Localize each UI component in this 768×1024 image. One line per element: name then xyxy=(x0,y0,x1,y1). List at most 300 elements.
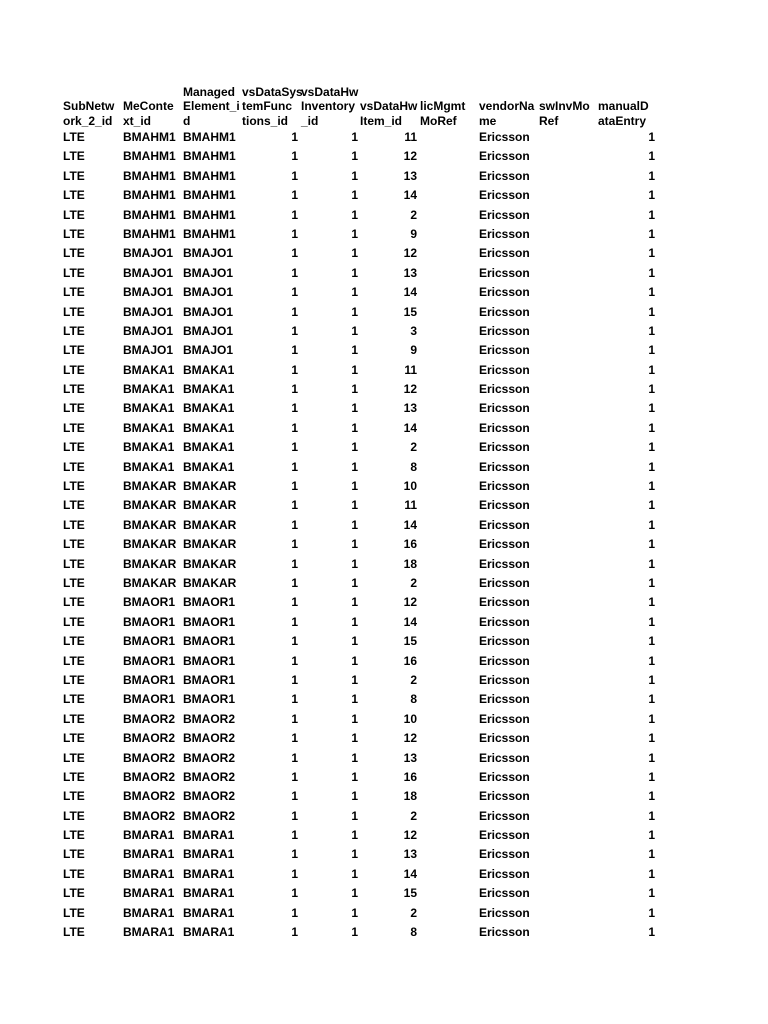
table-cell: Ericsson xyxy=(479,634,530,649)
table-cell: 1 xyxy=(648,420,655,435)
table-cell: BMARA1 xyxy=(123,905,175,920)
table-cell: 1 xyxy=(351,925,358,940)
table-cell: 1 xyxy=(648,653,655,668)
table-cell: 10 xyxy=(403,711,417,726)
table-cell: 1 xyxy=(351,847,358,862)
table-cell: 14 xyxy=(403,188,417,203)
table-cell: BMAOR2 xyxy=(123,789,176,804)
table-row xyxy=(63,186,663,205)
table-cell: BMAOR1 xyxy=(123,692,176,707)
table-cell: 1 xyxy=(291,149,298,164)
table-cell: BMAHM1 xyxy=(123,226,176,241)
table-cell: 1 xyxy=(291,517,298,532)
table-row xyxy=(63,865,663,884)
table-cell: 1 xyxy=(648,459,655,474)
table-cell: 13 xyxy=(403,847,417,862)
table-cell: 1 xyxy=(648,672,655,687)
table-cell: Ericsson xyxy=(479,479,530,494)
table-cell: BMARA1 xyxy=(123,847,175,862)
table-cell: LTE xyxy=(63,711,85,726)
table-cell: 1 xyxy=(351,692,358,707)
table-cell: 1 xyxy=(648,168,655,183)
table-cell: BMAJO1 xyxy=(123,323,174,338)
table-cell: 12 xyxy=(403,731,417,746)
table-cell: BMARA1 xyxy=(183,847,235,862)
table-cell: 1 xyxy=(291,731,298,746)
table-cell: 1 xyxy=(291,130,298,144)
table-cell: Ericsson xyxy=(479,866,530,881)
table-cell: 16 xyxy=(403,769,417,784)
table-cell: LTE xyxy=(63,188,85,203)
table-cell: 12 xyxy=(403,246,417,261)
table-cell: Ericsson xyxy=(479,692,530,707)
table-cell: 1 xyxy=(648,479,655,494)
table-row xyxy=(63,904,663,923)
table-cell: BMARA1 xyxy=(123,866,175,881)
table-cell: Ericsson xyxy=(479,653,530,668)
table-cell: BMAKA1 xyxy=(123,401,175,416)
table-cell: 13 xyxy=(403,750,417,765)
table-cell: 12 xyxy=(403,595,417,610)
table-cell: 1 xyxy=(351,517,358,532)
table-cell: 1 xyxy=(351,556,358,571)
table-cell: BMAJO1 xyxy=(183,265,234,280)
table-cell: 1 xyxy=(648,750,655,765)
table-cell: 1 xyxy=(648,323,655,338)
table-cell: 1 xyxy=(291,808,298,823)
column-header: vsDataHw Inventory _id xyxy=(301,84,359,128)
table-cell: Ericsson xyxy=(479,847,530,862)
table-cell: 1 xyxy=(351,808,358,823)
table-cell: Ericsson xyxy=(479,769,530,784)
table-cell: 1 xyxy=(351,537,358,552)
table-cell: BMAOR1 xyxy=(123,614,176,629)
table-cell: BMAJO1 xyxy=(183,343,234,358)
table-cell: 1 xyxy=(351,789,358,804)
table-cell: Ericsson xyxy=(479,401,530,416)
table-cell: 1 xyxy=(291,653,298,668)
table-cell: 1 xyxy=(351,886,358,901)
table-cell: 14 xyxy=(403,285,417,300)
table-cell: BMAKA1 xyxy=(183,440,235,455)
table-cell: 13 xyxy=(403,265,417,280)
table-body xyxy=(63,128,663,942)
table-cell: LTE xyxy=(63,672,85,687)
table-cell: 1 xyxy=(291,323,298,338)
table-cell: 1 xyxy=(351,440,358,455)
table-cell: 1 xyxy=(291,595,298,610)
table-cell: Ericsson xyxy=(479,207,530,222)
table-cell: 1 xyxy=(648,866,655,881)
table-cell: 1 xyxy=(291,362,298,377)
table-cell: 1 xyxy=(351,828,358,843)
table-cell: 1 xyxy=(351,130,358,144)
table-cell: 1 xyxy=(648,517,655,532)
table-row xyxy=(63,729,663,748)
table-cell: LTE xyxy=(63,149,85,164)
table-cell: 1 xyxy=(291,382,298,397)
table-cell: 1 xyxy=(648,265,655,280)
table-cell: BMAOR1 xyxy=(123,653,176,668)
table-cell: LTE xyxy=(63,905,85,920)
table-cell: LTE xyxy=(63,866,85,881)
table-cell: 1 xyxy=(351,614,358,629)
table-cell: Ericsson xyxy=(479,440,530,455)
table-cell: 1 xyxy=(291,440,298,455)
table-row xyxy=(63,380,663,399)
table-cell: 1 xyxy=(291,789,298,804)
table-row xyxy=(63,710,663,729)
table-cell: 1 xyxy=(351,285,358,300)
table-cell: 1 xyxy=(648,808,655,823)
table-cell: 1 xyxy=(648,343,655,358)
table-cell: 2 xyxy=(410,905,417,920)
table-cell: 12 xyxy=(403,149,417,164)
table-cell: 1 xyxy=(291,265,298,280)
table-cell: 1 xyxy=(648,130,655,144)
table-cell: LTE xyxy=(63,847,85,862)
table-cell: 14 xyxy=(403,517,417,532)
table-cell: BMAKAR xyxy=(123,479,177,494)
table-cell: BMAHM1 xyxy=(123,168,176,183)
table-cell: BMAOR2 xyxy=(123,731,176,746)
table-cell: 1 xyxy=(648,731,655,746)
column-header: SubNetw ork_2_id xyxy=(63,99,115,128)
table-cell: 1 xyxy=(291,886,298,901)
table-cell: LTE xyxy=(63,420,85,435)
table-cell: LTE xyxy=(63,207,85,222)
table-cell: 1 xyxy=(351,575,358,590)
table-cell: 1 xyxy=(351,246,358,261)
table-cell: 1 xyxy=(351,479,358,494)
table-row xyxy=(63,749,663,768)
table-cell: 1 xyxy=(648,886,655,901)
table-cell: Ericsson xyxy=(479,246,530,261)
table-cell: Ericsson xyxy=(479,537,530,552)
table-cell: 1 xyxy=(648,789,655,804)
column-header: Managed Element_i d xyxy=(183,84,240,128)
table-cell: BMAOR1 xyxy=(183,653,236,668)
table-cell: Ericsson xyxy=(479,828,530,843)
table-cell: BMAOR1 xyxy=(183,692,236,707)
table-cell: 1 xyxy=(351,343,358,358)
table-row xyxy=(63,244,663,263)
table-cell: BMAJO1 xyxy=(123,246,174,261)
table-cell: 1 xyxy=(351,731,358,746)
table-cell: 1 xyxy=(648,711,655,726)
column-header: manualD ataEntry xyxy=(598,99,649,128)
table-cell: LTE xyxy=(63,750,85,765)
table-cell: 1 xyxy=(351,226,358,241)
table-cell: Ericsson xyxy=(479,226,530,241)
table-cell: Ericsson xyxy=(479,304,530,319)
table-cell: 9 xyxy=(410,343,417,358)
table-cell: 3 xyxy=(410,323,417,338)
table-cell: 1 xyxy=(648,828,655,843)
table-cell: 12 xyxy=(403,828,417,843)
table-cell: BMAOR2 xyxy=(183,789,236,804)
table-cell: 2 xyxy=(410,440,417,455)
table-cell: 1 xyxy=(351,382,358,397)
table-cell: 8 xyxy=(410,692,417,707)
table-cell: 1 xyxy=(648,362,655,377)
table-cell: Ericsson xyxy=(479,168,530,183)
table-cell: 1 xyxy=(351,905,358,920)
table-cell: BMAHM1 xyxy=(123,149,176,164)
table-cell: BMAJO1 xyxy=(183,285,234,300)
table-cell: BMAOR2 xyxy=(123,769,176,784)
table-cell: 1 xyxy=(648,692,655,707)
table-cell: BMAKAR xyxy=(123,575,177,590)
table-cell: 1 xyxy=(291,614,298,629)
table-cell: BMAHM1 xyxy=(123,130,176,144)
table-cell: 11 xyxy=(404,498,417,513)
table-row xyxy=(63,555,663,574)
table-row xyxy=(63,923,663,942)
table-cell: BMAJO1 xyxy=(123,343,174,358)
table-cell: 14 xyxy=(403,614,417,629)
table-row xyxy=(63,613,663,632)
table-cell: LTE xyxy=(63,925,85,940)
table-cell: 1 xyxy=(351,498,358,513)
table-cell: BMAOR1 xyxy=(183,634,236,649)
table-row xyxy=(63,632,663,651)
table-cell: Ericsson xyxy=(479,575,530,590)
table-cell: 1 xyxy=(351,323,358,338)
table-cell: 1 xyxy=(291,285,298,300)
table-row xyxy=(63,535,663,554)
table-cell: 1 xyxy=(351,750,358,765)
table-cell: LTE xyxy=(63,440,85,455)
table-cell: 1 xyxy=(291,498,298,513)
table-row xyxy=(63,341,663,360)
table-cell: 1 xyxy=(291,459,298,474)
table-cell: Ericsson xyxy=(479,808,530,823)
table-row xyxy=(63,671,663,690)
table-cell: Ericsson xyxy=(479,130,530,144)
table-cell: LTE xyxy=(63,556,85,571)
table-row xyxy=(63,225,663,244)
table-cell: 13 xyxy=(403,401,417,416)
table-cell: 1 xyxy=(291,246,298,261)
table-cell: BMARA1 xyxy=(183,905,235,920)
table-row xyxy=(63,787,663,806)
table-cell: BMAKAR xyxy=(183,517,237,532)
table-cell: BMARA1 xyxy=(183,828,235,843)
table-cell: LTE xyxy=(63,362,85,377)
table-cell: 1 xyxy=(648,401,655,416)
table-row xyxy=(63,399,663,418)
table-cell: 1 xyxy=(351,459,358,474)
table-row xyxy=(63,128,663,147)
table-cell: 1 xyxy=(291,479,298,494)
table-cell: 1 xyxy=(351,672,358,687)
table-row xyxy=(63,516,663,535)
table-cell: BMAJO1 xyxy=(183,323,234,338)
table-cell: LTE xyxy=(63,323,85,338)
table-cell: BMAOR2 xyxy=(123,750,176,765)
table-cell: BMAJO1 xyxy=(183,304,234,319)
table-cell: Ericsson xyxy=(479,382,530,397)
table-cell: LTE xyxy=(63,614,85,629)
table-cell: BMAKA1 xyxy=(123,420,175,435)
table-cell: BMARA1 xyxy=(123,828,175,843)
table-cell: LTE xyxy=(63,246,85,261)
table-cell: 1 xyxy=(648,634,655,649)
table-cell: 1 xyxy=(648,905,655,920)
table-cell: BMARA1 xyxy=(183,866,235,881)
table-cell: Ericsson xyxy=(479,595,530,610)
table-row xyxy=(63,826,663,845)
table-cell: BMAKAR xyxy=(123,517,177,532)
table-cell: 1 xyxy=(291,575,298,590)
table-cell: Ericsson xyxy=(479,672,530,687)
table-row xyxy=(63,574,663,593)
table-cell: Ericsson xyxy=(479,614,530,629)
table-row xyxy=(63,593,663,612)
table-cell: LTE xyxy=(63,634,85,649)
table-cell: 8 xyxy=(410,459,417,474)
table-cell: 1 xyxy=(291,556,298,571)
table-cell: 1 xyxy=(648,498,655,513)
table-cell: 1 xyxy=(648,556,655,571)
table-cell: BMAOR2 xyxy=(183,750,236,765)
table-cell: 1 xyxy=(648,575,655,590)
table-cell: Ericsson xyxy=(479,362,530,377)
table-cell: BMAKA1 xyxy=(183,459,235,474)
table-cell: 1 xyxy=(291,634,298,649)
table-cell: BMAKAR xyxy=(123,537,177,552)
table-cell: BMARA1 xyxy=(123,925,175,940)
table-cell: LTE xyxy=(63,226,85,241)
table-cell: 1 xyxy=(351,168,358,183)
table-cell: BMAHM1 xyxy=(183,168,236,183)
table-cell: Ericsson xyxy=(479,265,530,280)
table-cell: 1 xyxy=(291,420,298,435)
table-cell: 1 xyxy=(291,672,298,687)
table-cell: 1 xyxy=(291,401,298,416)
table-cell: 1 xyxy=(291,847,298,862)
column-header: vsDataSys temFunc tions_id xyxy=(242,84,303,128)
table-cell: Ericsson xyxy=(479,343,530,358)
table-cell: BMAOR1 xyxy=(183,672,236,687)
table-cell: BMAKA1 xyxy=(123,459,175,474)
table-cell: BMAKA1 xyxy=(123,362,175,377)
table-cell: LTE xyxy=(63,595,85,610)
table-cell: BMAHM1 xyxy=(183,149,236,164)
table-cell: BMAOR2 xyxy=(183,808,236,823)
table-cell: Ericsson xyxy=(479,420,530,435)
table-row xyxy=(63,283,663,302)
table-row xyxy=(63,438,663,457)
table-cell: 1 xyxy=(351,149,358,164)
table-cell: 1 xyxy=(351,401,358,416)
table-cell: 1 xyxy=(291,925,298,940)
table-cell: 1 xyxy=(291,750,298,765)
table-cell: 18 xyxy=(403,556,417,571)
table-cell: LTE xyxy=(63,789,85,804)
table-row xyxy=(63,322,663,341)
table-cell: 18 xyxy=(403,789,417,804)
table-cell: 1 xyxy=(648,226,655,241)
table-row xyxy=(63,419,663,438)
table-cell: LTE xyxy=(63,285,85,300)
table-row xyxy=(63,206,663,225)
table-cell: 1 xyxy=(648,769,655,784)
table-cell: 1 xyxy=(648,285,655,300)
table-cell: BMAOR2 xyxy=(123,808,176,823)
table-cell: BMAKAR xyxy=(123,498,177,513)
table-cell: LTE xyxy=(63,401,85,416)
table-cell: 1 xyxy=(291,304,298,319)
table-cell: 1 xyxy=(351,420,358,435)
table-cell: BMAOR2 xyxy=(183,731,236,746)
table-cell: 2 xyxy=(410,808,417,823)
table-cell: Ericsson xyxy=(479,925,530,940)
table-cell: LTE xyxy=(63,692,85,707)
table-cell: 1 xyxy=(648,246,655,261)
table-cell: 16 xyxy=(403,537,417,552)
table-row xyxy=(63,884,663,903)
table-cell: 9 xyxy=(410,226,417,241)
table-cell: LTE xyxy=(63,653,85,668)
table-cell: BMAJO1 xyxy=(123,304,174,319)
table-cell: 11 xyxy=(404,130,417,144)
table-cell: 1 xyxy=(291,711,298,726)
table-row xyxy=(63,147,663,166)
table-cell: 1 xyxy=(291,866,298,881)
table-cell: BMAJO1 xyxy=(123,265,174,280)
table-cell: 10 xyxy=(403,479,417,494)
column-header: licMgmt MoRef xyxy=(420,99,466,128)
table-cell: Ericsson xyxy=(479,905,530,920)
table-cell: Ericsson xyxy=(479,711,530,726)
table-cell: 2 xyxy=(410,207,417,222)
table-cell: BMAKA1 xyxy=(183,382,235,397)
table-cell: BMARA1 xyxy=(183,886,235,901)
table-cell: BMAOR1 xyxy=(183,614,236,629)
table-cell: 14 xyxy=(403,866,417,881)
table-cell: 1 xyxy=(291,769,298,784)
table-row xyxy=(63,477,663,496)
table-cell: 1 xyxy=(351,866,358,881)
table-cell: Ericsson xyxy=(479,323,530,338)
table-row xyxy=(63,458,663,477)
table-cell: 2 xyxy=(410,672,417,687)
table-cell: BMAOR2 xyxy=(123,711,176,726)
table-cell: 1 xyxy=(648,382,655,397)
table-cell: LTE xyxy=(63,828,85,843)
table-cell: 16 xyxy=(403,653,417,668)
table-cell: BMARA1 xyxy=(123,886,175,901)
table-cell: 1 xyxy=(648,440,655,455)
table-cell: 1 xyxy=(351,207,358,222)
table-cell: BMAHM1 xyxy=(183,188,236,203)
table-cell: Ericsson xyxy=(479,459,530,474)
table-cell: 1 xyxy=(648,149,655,164)
table-cell: 8 xyxy=(410,925,417,940)
table-cell: 15 xyxy=(403,304,417,319)
table-row xyxy=(63,768,663,787)
table-cell: BMAKA1 xyxy=(123,382,175,397)
table-cell: LTE xyxy=(63,382,85,397)
table-cell: Ericsson xyxy=(479,149,530,164)
table-cell: BMAHM1 xyxy=(183,130,236,144)
table-cell: BMAOR2 xyxy=(183,711,236,726)
table-cell: LTE xyxy=(63,343,85,358)
table-cell: BMAHM1 xyxy=(123,188,176,203)
table-cell: LTE xyxy=(63,575,85,590)
